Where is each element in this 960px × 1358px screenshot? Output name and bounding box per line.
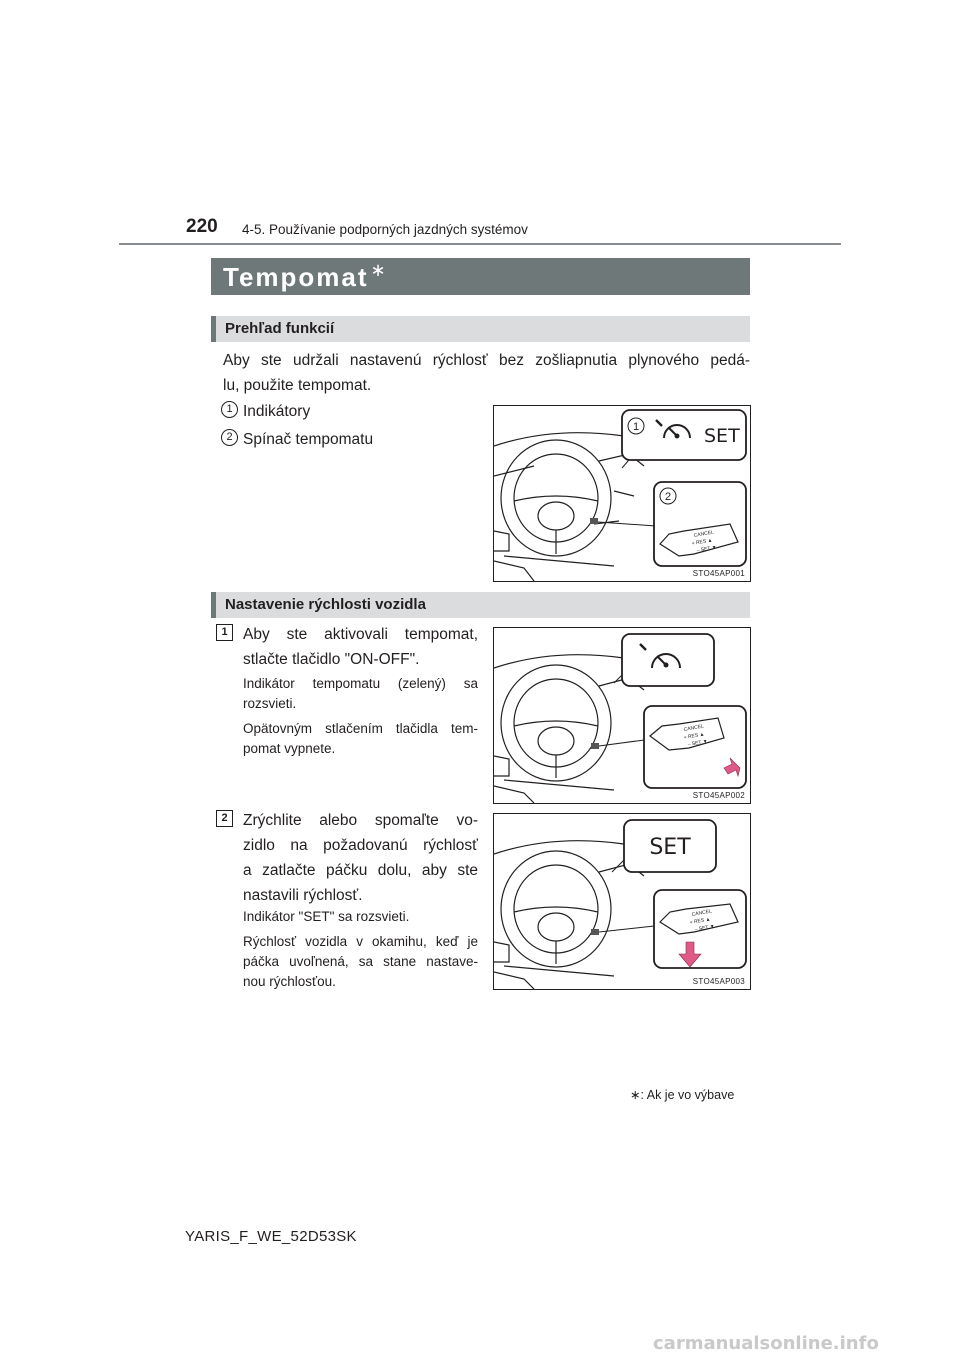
step-2-note-2-line-2: páčka uvoľnená, sa stane nastave- [243, 954, 478, 969]
step-2-note-2-line-3: nou rýchlosťou. [243, 974, 336, 989]
svg-text:CANCEL: CANCEL [691, 908, 713, 918]
step-1-note-1-line-2: rozsvieti. [243, 696, 297, 711]
set-indicator-text: SET [649, 835, 691, 860]
section-heading-label: Prehľad funkcií [225, 320, 335, 337]
page-title: Tempomat ∗ [223, 260, 386, 292]
figure-callout-1: 1 [632, 421, 640, 433]
figure-step-1 [493, 627, 751, 804]
section-heading-label: Nastavenie rýchlosti vozidla [225, 596, 426, 613]
figure-code: STO45AP002 [692, 791, 745, 800]
step-1-note-2-line-2: pomat vypnete. [243, 741, 336, 756]
section-heading-speed-setting [211, 592, 750, 618]
step-2-line-2: zidlo na požadovanú rýchlosť [243, 837, 478, 854]
footer-model-code: YARIS_F_WE_52D53SK [185, 1228, 357, 1245]
figure-overview [493, 405, 751, 582]
callout-number-1: 1 [221, 401, 238, 418]
figure-step-2 [493, 813, 751, 990]
intro-line-2: lu, použite tempomat. [223, 377, 372, 394]
svg-text:CANCEL: CANCEL [693, 529, 715, 539]
step-number-1: 1 [216, 624, 233, 641]
step-2-note-2-line-1: Rýchlosť vozidla v okamihu, keď je [243, 934, 478, 949]
section-heading-overview [211, 316, 750, 342]
svg-text:+ RES ▲: + RES ▲ [683, 731, 705, 741]
svg-text:+ RES ▲: + RES ▲ [691, 537, 713, 547]
step-number-2: 2 [216, 810, 233, 827]
step-2-line-1: Zrýchlite alebo spomaľte vo- [243, 812, 478, 829]
step-1-note-1-line-1: Indikátor tempomatu (zelený) sa [243, 676, 478, 691]
figure-code: STO45AP001 [692, 569, 745, 578]
step-2-line-4: nastavili rýchlosť. [243, 887, 363, 904]
optional-asterisk: ∗ [370, 260, 386, 280]
svg-text:+ RES ▲: + RES ▲ [689, 916, 711, 926]
page-title-bar [211, 258, 750, 295]
step-1-line-2: stlačte tlačidlo "ON-OFF". [243, 651, 420, 668]
watermark: carmanualsonline.info [653, 1333, 879, 1354]
item-indicators: Indikátory [243, 403, 311, 420]
step-1-line-1: Aby ste aktivovali tempomat, [243, 626, 478, 643]
intro-line-1: Aby ste udržali nastavenú rýchlosť bez zošliapnutia plynového pedá- [223, 352, 750, 369]
item-cruise-switch: Spínač tempomatu [243, 431, 374, 448]
svg-text:CANCEL: CANCEL [683, 723, 705, 733]
figure-callout-2: 2 [664, 491, 672, 503]
chapter-title: 4-5. Používanie podporných jazdných systémov [242, 222, 528, 237]
step-2-line-3: a zatlačte páčku dolu, aby ste [243, 862, 478, 879]
callout-number-2: 2 [221, 429, 238, 446]
figure-code: STO45AP003 [692, 977, 745, 986]
svg-text:– SET ▼: – SET ▼ [694, 923, 716, 933]
page-number: 220 [186, 216, 218, 237]
svg-text:– SET ▼: – SET ▼ [696, 544, 718, 554]
step-2-note-1: Indikátor "SET" sa rozsvieti. [243, 909, 410, 924]
header-divider [119, 243, 841, 245]
step-1-note-2-line-1: Opätovným stlačením tlačidla tem- [243, 721, 478, 736]
footnote-optional-equipment: ∗: Ak je vo výbave [630, 1088, 735, 1102]
svg-text:– SET ▼: – SET ▼ [687, 738, 709, 748]
set-indicator-text: SET [704, 425, 740, 447]
